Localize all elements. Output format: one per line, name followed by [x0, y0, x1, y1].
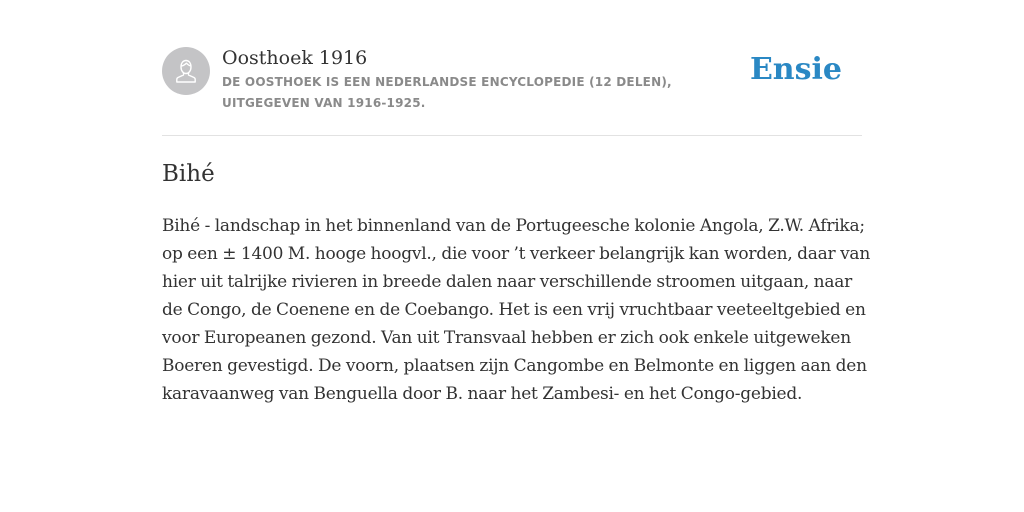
user-icon	[172, 57, 200, 85]
avatar[interactable]	[162, 47, 210, 95]
header-divider	[162, 135, 862, 136]
entry-body: Bihé - landschap in het binnenland van de Portugeesche kolonie Angola, Z.W. Afrika; op een ± 1400 M. hooge hoogvl., die voor ’t verkeer belangrijk kan worden, daar van hier uit talrijke rivieren in breede dalen naar verschillende stroomen uitgaan, naar de Congo, de Coenene en de Coebango. Het is een vrij vruchtbaar veeteeltgebied en voor Europeanen gezond. Van uit Transvaal hebben er zich ook enkele uitgeweken Boeren gevestigd. De voorn, plaatsen zijn Cangombe en Belmonte en liggen aan den karavaanweg van Benguella door B. naar het Zambesi- en het Congo-gebied.	[162, 216, 871, 404]
entry-title: Bihé	[162, 161, 215, 187]
source-title[interactable]: Oosthoek 1916	[222, 47, 368, 69]
source-description: DE OOSTHOEK IS EEN NEDERLANDSE ENCYCLOPEDIE (12 DELEN), UITGEGEVEN VAN 1916-1925.	[222, 75, 672, 110]
source-header	[162, 46, 862, 118]
brand-logo[interactable]: Ensie	[749, 52, 842, 87]
